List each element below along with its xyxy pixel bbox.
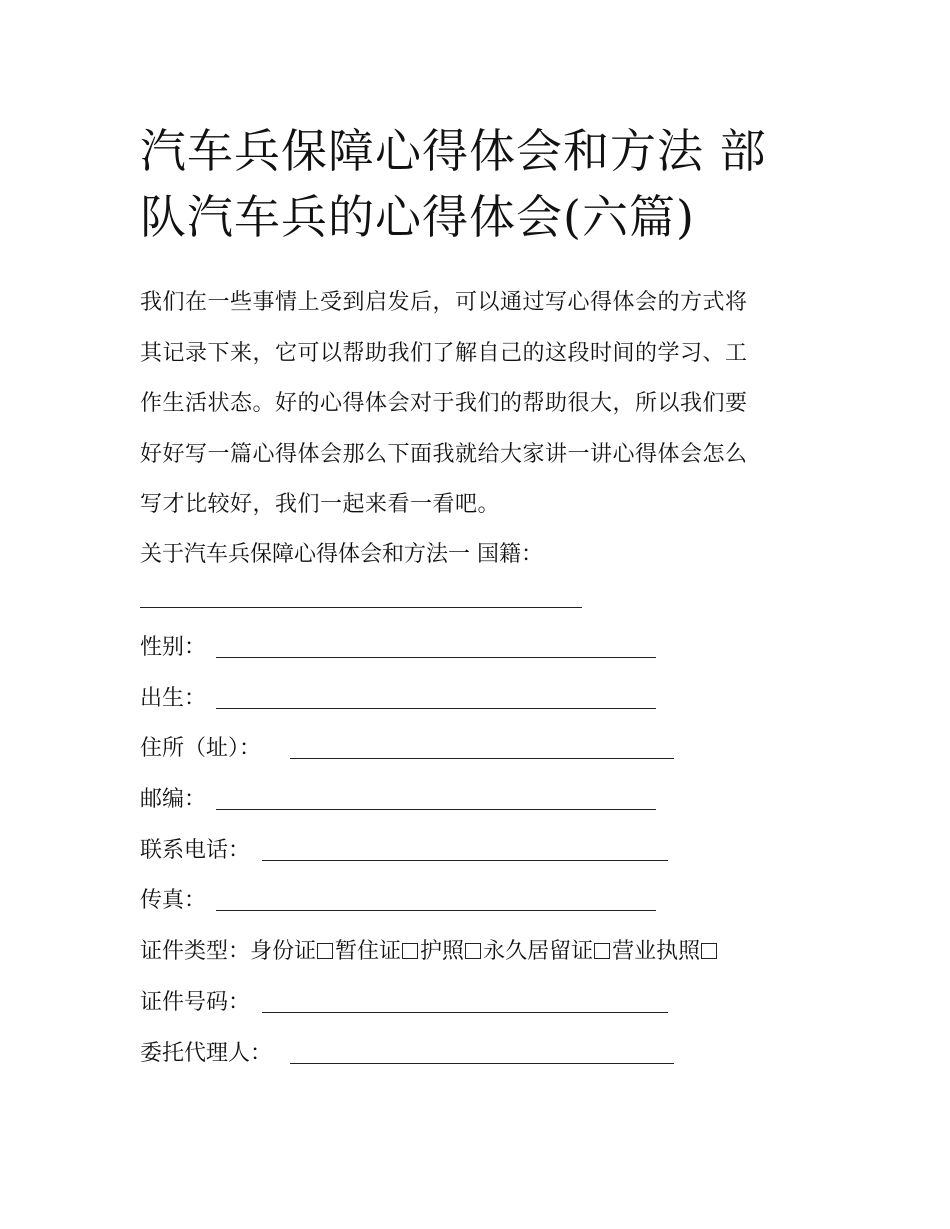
permanent-residence-checkbox[interactable] [594,943,610,959]
agent-label: 委托代理人： [140,1041,273,1066]
passport-checkbox[interactable] [465,943,481,959]
id-number-blank[interactable] [262,1012,668,1013]
document-title [140,118,820,250]
title-line-2: 队汽车兵的心得体会(六篇) [140,190,695,244]
section-heading: 关于汽车兵保障心得体会和方法一 国籍： [140,542,543,567]
address-field [140,734,261,764]
option-id-card: 身份证 [250,939,317,964]
option-permanent-residence: 永久居留证 [483,939,594,964]
phone-blank[interactable] [262,860,668,861]
gender-field [140,633,206,663]
option-passport: 护照 [420,939,465,964]
postcode-label: 邮编： [140,787,207,812]
birth-label: 出生： [140,686,207,711]
postcode-blank[interactable] [216,809,656,810]
intro-line: 作生活状态。好的心得体会对于我们的帮助很大，所以我们要 [140,391,748,416]
gender-blank[interactable] [216,657,656,658]
title-line-1: 汽车兵保障心得体会和方法 部 [140,124,767,178]
address-label: 住所（址）： [140,736,262,761]
intro-line: 写才比较好，我们一起来看一看吧。 [140,492,501,517]
address-blank[interactable] [290,758,674,759]
intro-line: 我们在一些事情上受到启发后，可以通过写心得体会的方式将 [140,290,748,315]
option-temp-residence: 暂住证 [335,939,402,964]
phone-field [140,836,250,866]
id-card-checkbox[interactable] [317,943,333,959]
agent-blank[interactable] [290,1063,674,1064]
postcode-field [140,785,206,815]
intro-paragraph [140,278,820,531]
phone-label: 联系电话： [140,838,251,863]
fax-blank[interactable] [216,910,656,911]
nationality-blank[interactable] [140,607,582,608]
intro-line: 好好写一篇心得体会那么下面我就给大家讲一讲心得体会怎么 [140,441,748,467]
id-number-field [140,988,250,1018]
birth-field [140,684,206,714]
agent-field [140,1039,272,1069]
fax-field [140,886,206,916]
fax-label: 传真： [140,888,207,913]
business-license-checkbox[interactable] [701,943,717,959]
intro-line: 其记录下来，它可以帮助我们了解自己的这段时间的学习、工 [140,340,748,366]
id-number-label: 证件号码： [140,990,251,1015]
option-business-license: 营业执照 [612,939,701,964]
document-type-label: 证件类型： [140,939,251,964]
document-type-field [140,937,719,967]
birth-blank[interactable] [216,708,656,709]
temp-residence-checkbox[interactable] [402,943,418,959]
gender-label: 性别： [140,635,207,660]
